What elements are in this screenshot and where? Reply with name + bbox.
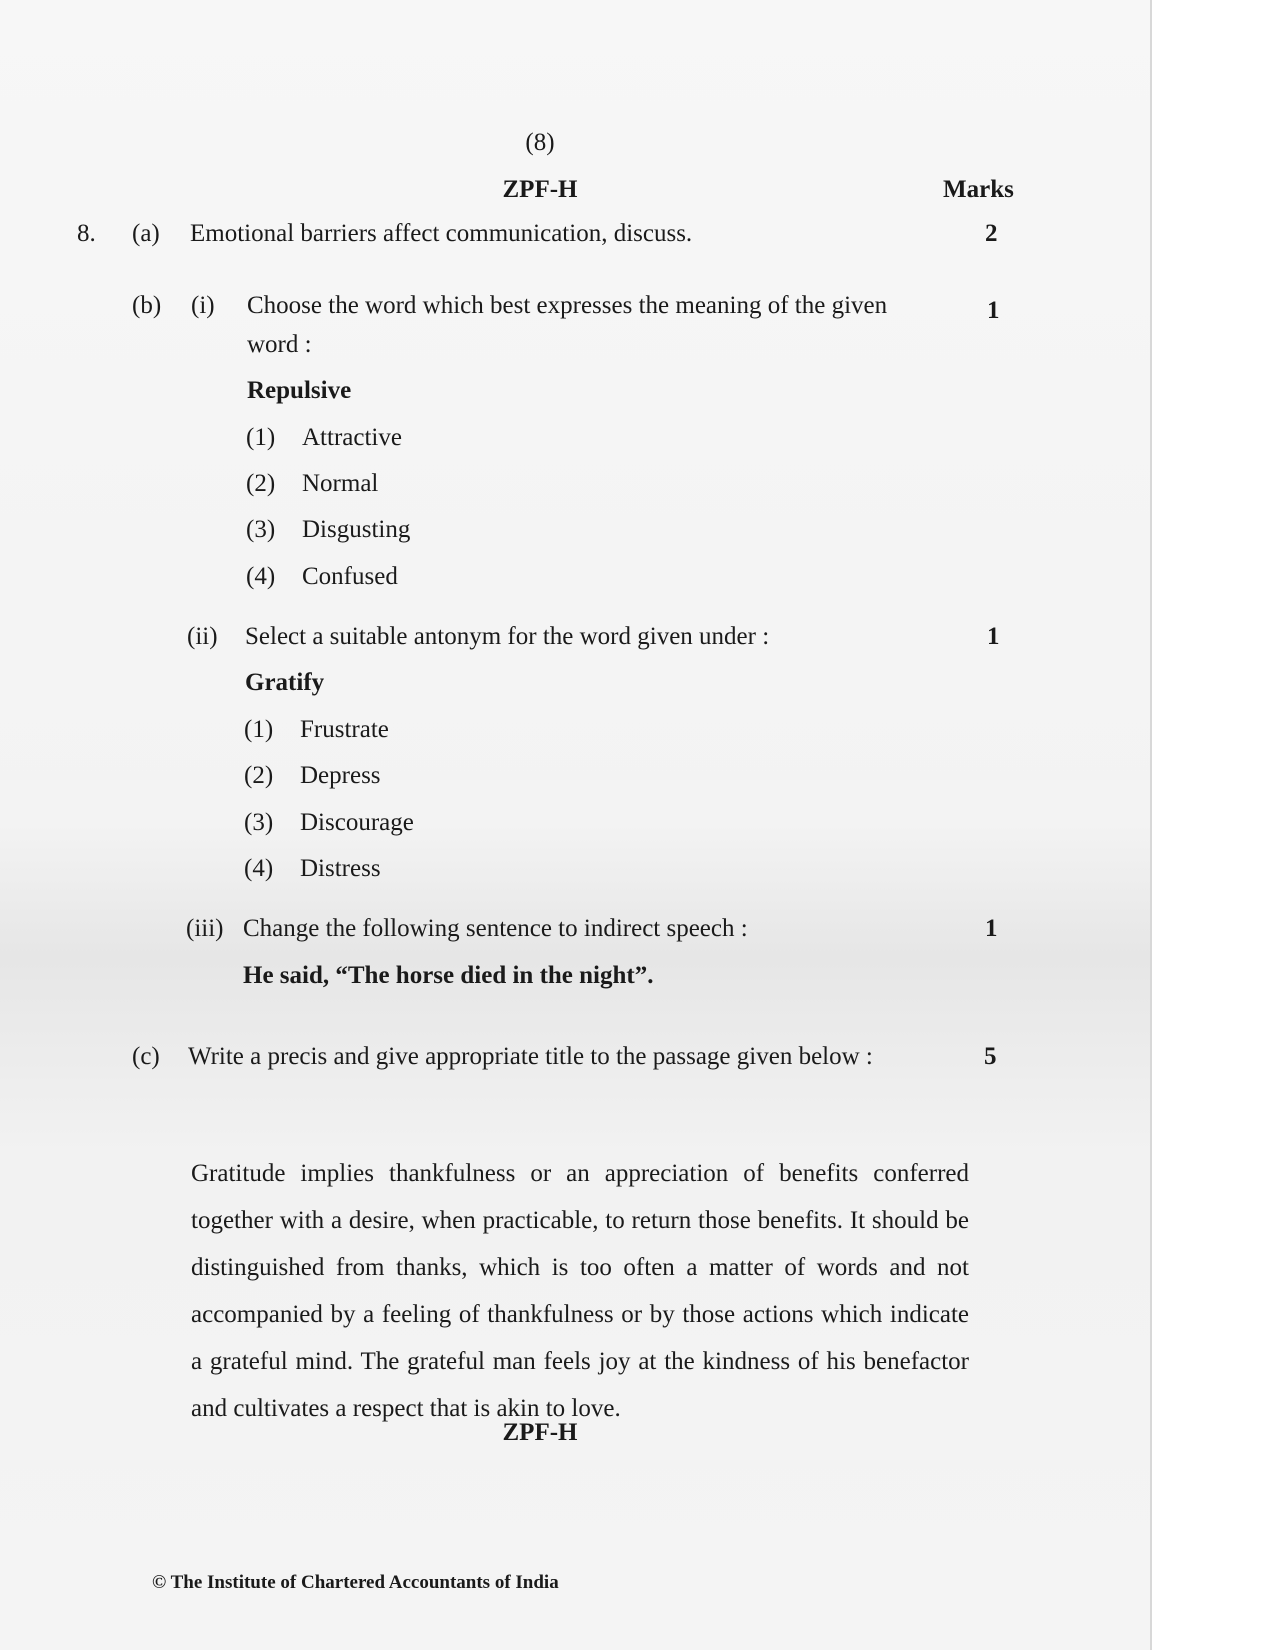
part-c-label: (c)	[132, 1043, 160, 1070]
option-number: (4)	[244, 855, 274, 882]
part-a-text: Emotional barriers affect communication, discuss.	[190, 220, 693, 247]
option-number: (4)	[246, 563, 276, 590]
option-text: Disgusting	[302, 516, 411, 543]
option-text: Discourage	[300, 809, 414, 836]
part-b-iii-marks: 1	[985, 915, 998, 942]
option-text: Frustrate	[300, 716, 389, 743]
option-text: Depress	[300, 762, 381, 789]
part-b-i-text-line1: Choose the word which best expresses the meaning of the given	[247, 292, 888, 319]
page-number: (8)	[525, 129, 555, 156]
copyright-notice: © The Institute of Chartered Accountants of India	[152, 1572, 559, 1593]
paper-code-footer: ZPF-H	[502, 1419, 578, 1446]
part-b-ii-marks: 1	[987, 623, 1000, 650]
part-c-text: Write a precis and give appropriate title to the passage given below :	[188, 1043, 873, 1070]
option-number: (1)	[246, 424, 276, 451]
question-number: 8.	[77, 220, 96, 247]
part-a-label: (a)	[132, 220, 160, 247]
part-b-label: (b)	[132, 292, 162, 319]
option-number: (3)	[244, 809, 274, 836]
option-number: (2)	[244, 762, 274, 789]
part-b-i-word: Repulsive	[247, 377, 352, 404]
part-b-i-marks: 1	[987, 297, 1000, 324]
part-b-iii-label: (iii)	[186, 915, 224, 942]
option-text: Distress	[300, 855, 381, 882]
option-text: Attractive	[302, 424, 402, 451]
part-b-ii-label: (ii)	[187, 623, 218, 650]
precis-passage: Gratitude implies thankfulness or an appreciation of benefits conferred together with a desire, when practicable, to return those benefits. It should be distinguished from thanks, which is too often a matter of words and not accompanied by a feeling of thankfulness or by those actions which indicate a grateful mind. The grateful man feels joy at the kindness of his benefactor and cultivates a respect that is akin to love.	[191, 1160, 969, 1422]
option-number: (2)	[246, 470, 276, 497]
part-b-i-label: (i)	[191, 292, 215, 319]
part-b-iii-text: Change the following sentence to indirect speech :	[243, 915, 748, 942]
paper-code-header: ZPF-H	[502, 176, 578, 203]
option-number: (1)	[244, 716, 274, 743]
part-b-ii-word: Gratify	[245, 669, 325, 696]
part-b-ii-text: Select a suitable antonym for the word given under :	[245, 623, 770, 650]
option-text: Confused	[302, 563, 398, 590]
marks-heading: Marks	[943, 176, 1014, 203]
part-a-marks: 2	[985, 220, 998, 247]
option-number: (3)	[246, 516, 276, 543]
part-b-iii-sentence: He said, “The horse died in the night”.	[243, 962, 654, 989]
option-text: Normal	[302, 470, 379, 497]
part-c-marks: 5	[984, 1043, 997, 1070]
part-b-i-text-line2: word :	[247, 331, 312, 358]
